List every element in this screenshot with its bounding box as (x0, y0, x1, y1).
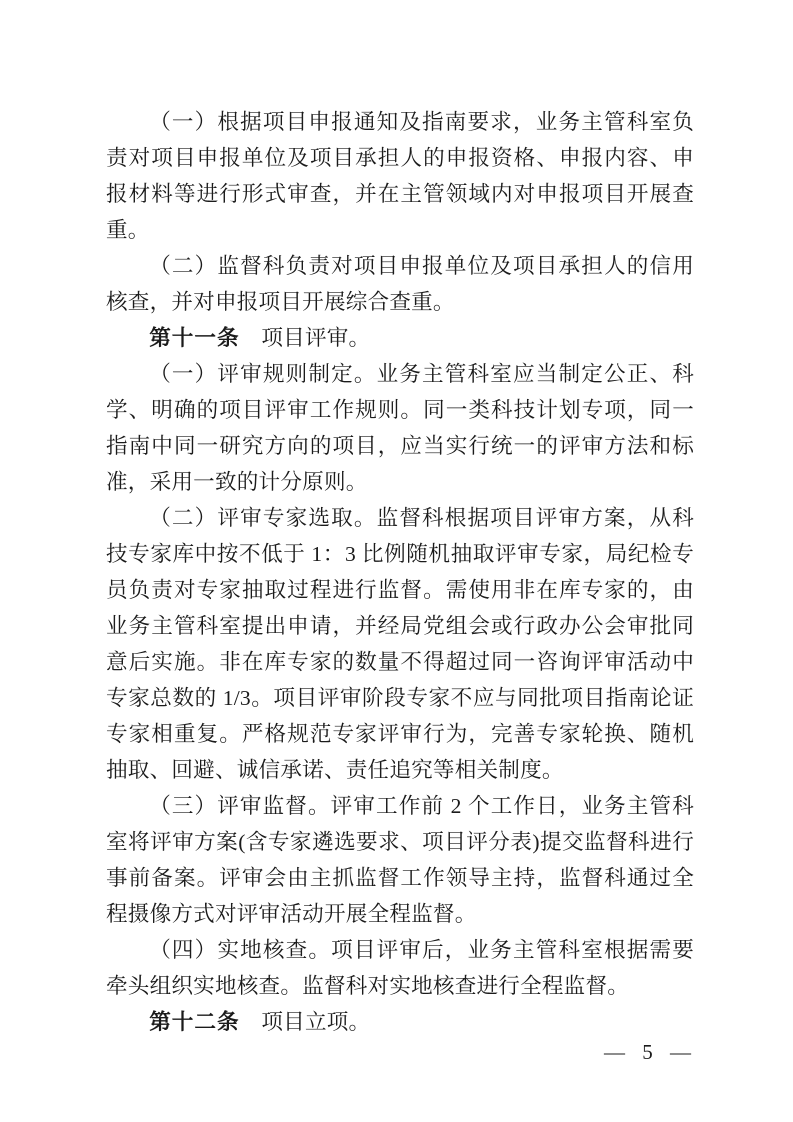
article-number: 第十一条 (149, 325, 240, 350)
paragraph (106, 788, 694, 932)
paragraph (106, 248, 694, 320)
paragraph-text: （四）实地核查。项目评审后，业务主管科室根据需要牵头组织实地核查。监督科对实地核查进行全程监督。 (106, 938, 694, 998)
paragraph-text: （三）评审监督。评审工作前 2 个工作日，业务主管科室将评审方案(含专家遴选要求、项目评分表)提交监督科进行事前备案。评审会由主抓监督工作领导主持，监督科通过全程摄像方式对评审活动开展全程监督。 (106, 794, 694, 926)
paragraph (106, 932, 694, 1004)
paragraph (106, 104, 694, 248)
paragraph-article-12 (106, 1004, 694, 1040)
page-number: — 5 — (604, 1040, 693, 1064)
document-body (106, 104, 694, 1040)
paragraph-text: （二）监督科负责对项目申报单位及项目承担人的信用核查，并对申报项目开展综合查重。 (106, 254, 694, 314)
paragraph-text: 项目评审。 (239, 326, 371, 350)
article-number: 第十二条 (149, 1009, 240, 1034)
paragraph-text: 项目立项。 (239, 1010, 371, 1034)
paragraph-text: （一）根据项目申报通知及指南要求，业务主管科室负责对项目申报单位及项目承担人的申报资格、申报内容、申报材料等进行形式审查，并在主管领域内对申报项目开展查重。 (106, 110, 694, 242)
paragraph (106, 356, 694, 500)
paragraph-text: （一）评审规则制定。业务主管科室应当制定公正、科学、明确的项目评审工作规则。同一类科技计划专项，同一指南中同一研究方向的项目，应当实行统一的评审方法和标准，采用一致的计分原则。 (106, 362, 694, 494)
paragraph-article-11 (106, 320, 694, 356)
paragraph (106, 500, 694, 788)
paragraph-text: （二）评审专家选取。监督科根据项目评审方案，从科技专家库中按不低于 1：3 比例随机抽取评审专家，局纪检专员负责对专家抽取过程进行监督。需使用非在库专家的，由业务主管科室提出申请，并经局党组会或行政办公会审批同意后实施。非在库专家的数量不得超过同一咨询评审活动中专家总数的 1/3。项目评审阶段专家不应与同批项目指南论证专家相重复。严格规范专家评审行为，完善专家轮换、随机抽取、回避、诚信承诺、责任追究等相关制度。 (106, 506, 694, 782)
